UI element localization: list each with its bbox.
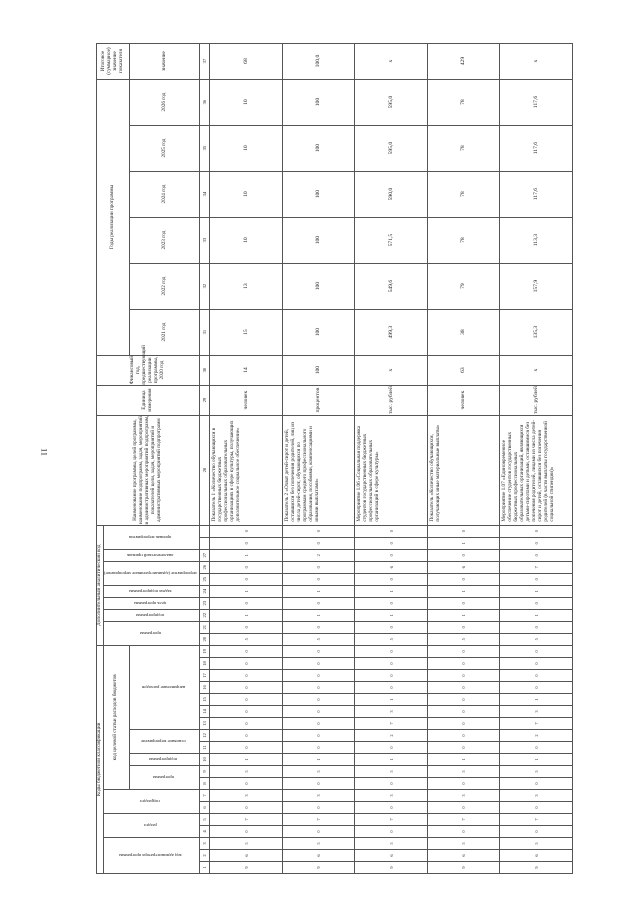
code-digit: 1: [500, 609, 573, 621]
table-row: [210, 43, 283, 873]
row-fin-year-value: 100: [282, 355, 355, 385]
column-number: 29: [200, 385, 210, 415]
code-digit: 0: [282, 682, 355, 694]
code-digit: 6: [500, 850, 573, 862]
kcsr-group-header: код целевой статьи расходов бюджетов: [103, 645, 129, 789]
code-digit: 0: [427, 706, 500, 718]
code-digit: 0: [282, 670, 355, 682]
code-digit: 0: [282, 718, 355, 730]
code-digit: 0: [210, 694, 283, 706]
row-year-value: 135,3: [500, 309, 573, 355]
final-header: Итоговое (суммарное) значение показателя: [97, 43, 130, 79]
ac-sign-header: признак мероприятия: [103, 525, 199, 549]
row-year-value: 10: [210, 217, 283, 263]
code-digit: 0: [500, 826, 573, 838]
column-number: [200, 525, 210, 537]
rotated-table-area: [96, 44, 556, 874]
code-digit: 5: [355, 633, 428, 645]
code-digit: 0: [210, 658, 283, 670]
code-digit: 0: [210, 706, 283, 718]
row-total-value: 68: [210, 43, 283, 79]
code-digit: 0: [282, 645, 355, 657]
code-digit: 0: [500, 778, 573, 790]
page-number: 11: [39, 448, 49, 456]
column-number: 35: [200, 125, 210, 171]
code-digit: 0: [500, 621, 573, 633]
column-number: 11: [200, 742, 210, 754]
row-name: Показатель 2 «Охват детей-сирот и детей, оставшихся без попечения родителей, лиц из числа детей-сирот, обучающихся по программам среднего профессионального образования, пособиями, компенсациями и иными выплатами»: [282, 415, 355, 525]
row-total-value: 100,0: [282, 43, 355, 79]
code-digit: 1: [282, 585, 355, 597]
code-digit: 2: [355, 730, 428, 742]
code-digit: 0: [282, 694, 355, 706]
code-digit: 0: [282, 826, 355, 838]
code-digit: 3: [355, 790, 428, 802]
code-digit: 0: [355, 826, 428, 838]
code-digit: 6: [427, 850, 500, 862]
code-digit: 0: [427, 549, 500, 561]
kcsr-subprogram-header: подпрограмма: [129, 754, 199, 766]
code-digit: 0: [282, 658, 355, 670]
column-number: 3: [200, 838, 210, 850]
code-digit: 7: [500, 561, 573, 573]
code-digit: 0: [210, 621, 283, 633]
column-number: 17: [200, 670, 210, 682]
row-unit: человек: [427, 385, 500, 415]
code-digit: 0: [427, 621, 500, 633]
name-header: Наименование программы, целей программы, наименование подпрограмм, задач, мероприятий и административных мероприятий подпрограмм, показателей цели, задач, мероприятий и административных мероприятий подпрограмм: [97, 415, 200, 525]
table-row: [427, 43, 500, 873]
years-group-header: Годы реализации программы: [97, 79, 130, 355]
ac-goal-header: цель программы: [103, 597, 199, 609]
final-value-subheader: значение: [129, 43, 199, 79]
code-digit: 0: [500, 573, 573, 585]
program-table: [96, 43, 573, 874]
code-digit: 3: [500, 706, 573, 718]
code-digit: 0: [210, 537, 283, 549]
code-digit: 0: [282, 802, 355, 814]
code-digit: 1: [427, 609, 500, 621]
code-digit: 9: [355, 862, 428, 874]
code-digit: 1: [210, 585, 283, 597]
code-digit: 0: [355, 670, 428, 682]
code-digit: 5: [427, 838, 500, 850]
code-digit: 0: [500, 742, 573, 754]
code-digit: 0: [427, 778, 500, 790]
code-digit: 5: [282, 838, 355, 850]
code-digit: 9: [282, 862, 355, 874]
code-digit: 0: [427, 525, 500, 537]
code-digit: 0: [282, 621, 355, 633]
code-digit: 1: [210, 609, 283, 621]
row-fin-year-value: х: [355, 355, 428, 385]
code-digit: 0: [355, 525, 428, 537]
column-number: 19: [200, 645, 210, 657]
code-digit: 1: [282, 609, 355, 621]
column-number: 10: [200, 754, 210, 766]
ac-event-header: мероприятие (административное мероприятие): [103, 561, 199, 585]
code-digit: 0: [427, 802, 500, 814]
row-year-value: 100: [282, 309, 355, 355]
code-digit: 1: [210, 754, 283, 766]
code-digit: 0: [210, 561, 283, 573]
row-unit: тыс. рублей: [500, 385, 573, 415]
code-digit: 0: [210, 778, 283, 790]
kbk-group-header: Коды бюджетной классификации: [97, 645, 104, 873]
table-row: [282, 43, 355, 873]
column-number: 34: [200, 171, 210, 217]
column-number: 6: [200, 802, 210, 814]
code-digit: 0: [355, 682, 428, 694]
column-number: 24: [200, 585, 210, 597]
ac-subprogram-header: подпрограмма: [103, 609, 199, 621]
code-digit: 0: [427, 742, 500, 754]
year-header-2024: 2024 год: [129, 171, 199, 217]
year-header-2022: 2022 год: [129, 263, 199, 309]
code-digit: 3: [210, 790, 283, 802]
kcsr-program-header: программа: [129, 766, 199, 790]
code-digit: 0: [210, 682, 283, 694]
column-number-row: [200, 43, 210, 873]
row-year-value: 78: [427, 217, 500, 263]
row-year-value: 590,0: [355, 171, 428, 217]
column-number: 18: [200, 658, 210, 670]
code-digit: 0: [355, 621, 428, 633]
row-year-value: 100: [282, 79, 355, 125]
row-year-value: 549,6: [355, 263, 428, 309]
code-digit: 0: [282, 597, 355, 609]
column-number: 27: [200, 549, 210, 561]
code-digit: 3: [355, 706, 428, 718]
code-digit: 6: [355, 561, 428, 573]
code-digit: 3: [500, 790, 573, 802]
column-number: 26: [200, 561, 210, 573]
code-digit: 0: [427, 645, 500, 657]
row-year-value: 78: [427, 171, 500, 217]
code-digit: 1: [427, 537, 500, 549]
column-number: 4: [200, 826, 210, 838]
column-number: 8: [200, 778, 210, 790]
code-digit: 7: [282, 814, 355, 826]
code-digit: 0: [355, 802, 428, 814]
ac-group-header: Дополнительный аналитический код: [97, 525, 104, 645]
column-number: 2: [200, 850, 210, 862]
row-unit: тыс. рублей: [355, 385, 428, 415]
row-year-value: 13: [210, 263, 283, 309]
code-digit: 0: [282, 561, 355, 573]
code-digit: 5: [355, 838, 428, 850]
column-number: [200, 537, 210, 549]
code-digit: 1: [427, 754, 500, 766]
row-year-value: 15: [210, 309, 283, 355]
row-name: Мероприятие 1.07 «Единовременное обеспечение студентов государственных бюджетных профессиональных образовательных организаций, являющихся детьми-сиротами и детьми, оставшимися без попечения родителей, лицами из числа детей-сирот и детей, оставшихся без попечения родителей (в части выплаты государственной социальной стипендии)»: [500, 415, 573, 525]
code-digit: 0: [282, 706, 355, 718]
code-digit: 6: [355, 850, 428, 862]
row-year-value: 10: [210, 79, 283, 125]
row-name: Показатель 1 «Количество обучающихся в государственных бюджетных профессиональных образовательных организациях в сфере культуры, получающих дополнительное социальное обеспечение»: [210, 415, 283, 525]
code-digit: 0: [427, 826, 500, 838]
row-name: Мероприятие 1.06 «Социальная поддержка студентов государственных бюджетных профессиональных образовательных организаций в сфере культуры»: [355, 415, 428, 525]
column-number: 15: [200, 694, 210, 706]
code-digit: 0: [210, 670, 283, 682]
code-digit: 9: [427, 862, 500, 874]
code-digit: 0: [282, 778, 355, 790]
code-digit: 0: [500, 537, 573, 549]
row-year-value: 499,3: [355, 309, 428, 355]
row-name: Показатель «Количество обучающихся, получающих иные материальные выплаты»: [427, 415, 500, 525]
code-digit: 0: [210, 742, 283, 754]
code-digit: 2: [282, 549, 355, 561]
code-digit: 7: [427, 814, 500, 826]
code-digit: 0: [500, 658, 573, 670]
year-header-2021: 2021 год: [129, 309, 199, 355]
code-digit: 1: [355, 754, 428, 766]
code-digit: 1: [355, 694, 428, 706]
code-digit: 1: [427, 585, 500, 597]
row-year-value: 100: [282, 125, 355, 171]
code-digit: 1: [210, 549, 283, 561]
ac-analytic-header: аналитический признак: [103, 549, 199, 561]
unit-header: Единица измерения: [97, 385, 200, 415]
kbk-section-header: раздел: [103, 814, 199, 838]
code-digit: 0: [355, 549, 428, 561]
row-year-value: 117,6: [500, 171, 573, 217]
year-header-2025: 2025 год: [129, 125, 199, 171]
fin-year-header: Финансовый год, предшествующий реализации программы, 2020 год: [97, 355, 200, 385]
row-total-value: х: [355, 43, 428, 79]
row-year-value: 78: [427, 125, 500, 171]
column-number: 21: [200, 621, 210, 633]
code-digit: 6: [282, 850, 355, 862]
row-unit: процентов: [282, 385, 355, 415]
column-number: 37: [200, 43, 210, 79]
code-digit: 0: [355, 778, 428, 790]
row-year-value: 571,5: [355, 217, 428, 263]
code-digit: 0: [427, 694, 500, 706]
column-number: 28: [200, 415, 210, 525]
row-year-value: 100: [282, 217, 355, 263]
code-digit: 7: [210, 814, 283, 826]
row-year-value: 10: [210, 125, 283, 171]
ac-task-header: задача подпрограммы: [103, 585, 199, 597]
code-digit: 5: [500, 766, 573, 778]
row-year-value: 100: [282, 171, 355, 217]
code-digit: 1: [500, 585, 573, 597]
code-digit: 0: [210, 645, 283, 657]
column-number: 25: [200, 573, 210, 585]
document-sheet: [96, 44, 556, 874]
code-digit: 0: [427, 670, 500, 682]
row-year-value: 79: [427, 263, 500, 309]
code-digit: 0: [500, 597, 573, 609]
code-digit: 3: [427, 790, 500, 802]
column-number: 9: [200, 766, 210, 778]
code-digit: 0: [427, 573, 500, 585]
row-fin-year-value: 63: [427, 355, 500, 385]
kbk-subsection-header: подраздел: [103, 790, 199, 814]
code-digit: 0: [500, 670, 573, 682]
code-digit: 1: [282, 754, 355, 766]
column-number: 16: [200, 682, 210, 694]
row-fin-year-value: 14: [210, 355, 283, 385]
row-year-value: 38: [427, 309, 500, 355]
code-digit: 0: [282, 730, 355, 742]
column-number: 31: [200, 309, 210, 355]
code-digit: 0: [500, 645, 573, 657]
column-number: 32: [200, 263, 210, 309]
year-header-2023: 2023 год: [129, 217, 199, 263]
column-number: 33: [200, 217, 210, 263]
ac-program-header: программа: [103, 621, 199, 645]
code-digit: 5: [500, 838, 573, 850]
code-digit: 0: [355, 742, 428, 754]
code-digit: 0: [282, 525, 355, 537]
code-digit: 1: [500, 754, 573, 766]
row-year-value: 595,0: [355, 79, 428, 125]
code-digit: 0: [500, 549, 573, 561]
code-digit: 5: [210, 838, 283, 850]
code-digit: 5: [282, 633, 355, 645]
code-digit: 7: [500, 814, 573, 826]
code-digit: 0: [282, 537, 355, 549]
code-digit: 0: [427, 597, 500, 609]
code-digit: 0: [282, 742, 355, 754]
code-digit: 6: [427, 561, 500, 573]
kbk-admin-header: код администратора программы: [103, 838, 199, 874]
kcsr-direction-header: направление расходов: [129, 645, 199, 729]
row-year-value: 10: [210, 171, 283, 217]
row-year-value: 595,0: [355, 125, 428, 171]
code-digit: 0: [427, 718, 500, 730]
code-digit: 0: [355, 573, 428, 585]
code-digit: 0: [210, 525, 283, 537]
code-digit: 3: [282, 790, 355, 802]
row-year-value: 157,9: [500, 263, 573, 309]
code-digit: 9: [210, 862, 283, 874]
code-digit: 2: [500, 730, 573, 742]
row-unit: человек: [210, 385, 283, 415]
code-digit: 0: [210, 826, 283, 838]
code-digit: 0: [500, 682, 573, 694]
row-year-value: 113,3: [500, 217, 573, 263]
code-digit: 1: [355, 609, 428, 621]
code-digit: 0: [210, 573, 283, 585]
code-digit: 5: [500, 633, 573, 645]
code-digit: 0: [210, 802, 283, 814]
column-number: 13: [200, 718, 210, 730]
code-digit: 5: [210, 633, 283, 645]
code-digit: 0: [427, 730, 500, 742]
code-digit: 5: [210, 766, 283, 778]
code-digit: 0: [210, 597, 283, 609]
code-digit: 0: [500, 802, 573, 814]
header-row-1: [97, 43, 104, 873]
code-digit: 5: [355, 766, 428, 778]
column-number: 22: [200, 609, 210, 621]
kcsr-main-event-header: основное мероприятие: [129, 730, 199, 754]
table-body: [210, 43, 573, 873]
code-digit: 9: [500, 862, 573, 874]
code-digit: 0: [355, 537, 428, 549]
year-header-2026: 2026 год: [129, 79, 199, 125]
code-digit: 7: [355, 718, 428, 730]
code-digit: 0: [210, 730, 283, 742]
code-digit: 0: [355, 658, 428, 670]
column-number: 14: [200, 706, 210, 718]
code-digit: 5: [427, 633, 500, 645]
code-digit: 0: [282, 573, 355, 585]
row-year-value: 78: [427, 79, 500, 125]
code-digit: 1: [355, 585, 428, 597]
column-number: 30: [200, 355, 210, 385]
table-row: [500, 43, 573, 873]
code-digit: 0: [427, 658, 500, 670]
code-digit: 0: [500, 525, 573, 537]
code-digit: 0: [355, 645, 428, 657]
code-digit: 0: [355, 597, 428, 609]
column-number: 12: [200, 730, 210, 742]
code-digit: 6: [210, 850, 283, 862]
code-digit: 1: [500, 694, 573, 706]
code-digit: 0: [427, 682, 500, 694]
column-number: 1: [200, 862, 210, 874]
column-number: 23: [200, 597, 210, 609]
code-digit: 7: [355, 814, 428, 826]
table-row: [355, 43, 428, 873]
column-number: 7: [200, 790, 210, 802]
column-number: 36: [200, 79, 210, 125]
row-year-value: 117,6: [500, 79, 573, 125]
code-digit: 7: [500, 718, 573, 730]
row-year-value: 117,6: [500, 125, 573, 171]
code-digit: 5: [427, 766, 500, 778]
column-number: 20: [200, 633, 210, 645]
column-number: 5: [200, 814, 210, 826]
row-total-value: х: [500, 43, 573, 79]
row-fin-year-value: х: [500, 355, 573, 385]
row-total-value: 429: [427, 43, 500, 79]
code-digit: 0: [210, 718, 283, 730]
row-year-value: 100: [282, 263, 355, 309]
code-digit: 5: [282, 766, 355, 778]
